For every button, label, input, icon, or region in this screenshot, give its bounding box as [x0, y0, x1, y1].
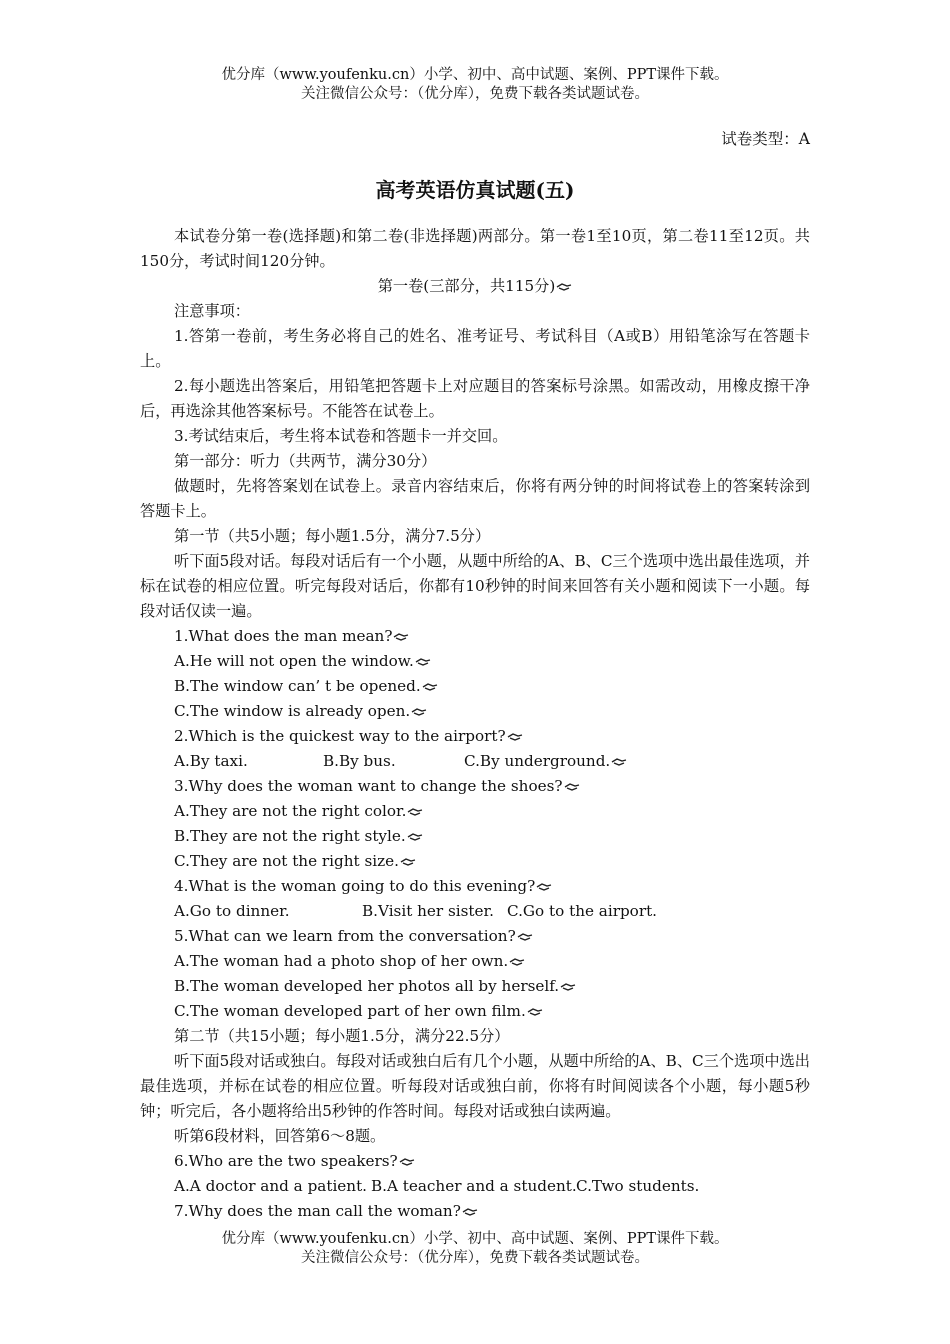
volume-heading: [140, 274, 810, 299]
section2-instruction: 听下面5段对话或独白。每段对话或独白后有几个小题，从题中所给的A、B、C三个选项中选出最佳选项，并标在试卷的相应位置。听每段对话或独白前，你将有时间阅读各个小题，每小题5秒钟；听完后，各小题将给出5秒钟的作答时间。每段对话或独白读两遍。: [140, 1052, 810, 1120]
part1-instruction: 做题时，先将答案划在试卷上。录音内容结束后，你将有两分钟的时间将试卷上的答案转涂到答题卡上。: [140, 477, 810, 520]
question-4-option-b: B.Visit her sister.: [362, 902, 494, 920]
question-4-option-a: A.Go to dinner.: [174, 902, 290, 920]
note-item: 1.答第一卷前，考生务必将自己的姓名、准考证号、考试科目（A或B）用铅笔涂写在答题卡上。: [140, 327, 810, 370]
paragraph-mark-icon: [517, 932, 533, 942]
document-body: [140, 224, 810, 1224]
paragraph-mark-icon: [407, 832, 423, 842]
question-5-option-a: A.The woman had a photo shop of her own.: [140, 949, 810, 974]
volume-heading-text: 第一卷(三部分，共115分): [377, 277, 556, 295]
question-3-option-b: B.They are not the right style.: [140, 824, 810, 849]
question-4-option-c: C.Go to the airport.: [507, 902, 658, 920]
question-7-stem: 7.Why does the man call the woman?: [140, 1199, 810, 1224]
intro-paragraph: 本试卷分第一卷(选择题)和第二卷(非选择题)两部分。第一卷1至10页，第二卷11至12页。共150分，考试时间120分钟。: [140, 227, 810, 270]
question-5-option-b: B.The woman developed her photos all by herself.: [140, 974, 810, 999]
part1-heading: 第一部分：听力（共两节，满分30分）: [174, 452, 437, 470]
question-3-option-c: C.They are not the right size.: [140, 849, 810, 874]
paragraph-mark-icon: [400, 857, 416, 867]
notes-heading: 注意事项：: [174, 302, 250, 320]
paper-type: 试卷类型：A: [721, 130, 810, 148]
question-2-option-a: A.By taxi.: [174, 752, 248, 770]
note-item: 3.考试结束后，考生将本试卷和答题卡一并交回。: [174, 427, 508, 445]
page-title: 高考英语仿真试题(五): [375, 178, 575, 202]
paragraph-mark-icon: [509, 957, 525, 967]
question-6-option-c: C.Two students.: [576, 1177, 700, 1195]
page-header: [0, 66, 950, 104]
question-3-stem: 3.Why does the woman want to change the shoes?: [140, 774, 810, 799]
section2-heading: 第二节（共15小题；每小题1.5分，满分22.5分）: [174, 1027, 510, 1045]
paragraph-mark-icon: [536, 882, 552, 892]
question-2-option-c: C.By underground.: [464, 752, 611, 770]
question-6-stem: 6.Who are the two speakers?: [140, 1149, 810, 1174]
question-4-options: [140, 899, 810, 924]
section1-instruction: 听下面5段对话。每段对话后有一个小题，从题中所给的A、B、C三个选项中选出最佳选项，并标在试卷的相应位置。听完每段对话后，你都有10秒钟的时间来回答有关小题和阅读下一小题。每段对话仅读一遍。: [140, 552, 810, 620]
question-3-option-a: A.They are not the right color.: [140, 799, 810, 824]
paragraph-mark-icon: [462, 1207, 478, 1217]
question-1-option-c: C.The window is already open.: [140, 699, 810, 724]
note-item: 2.每小题选出答案后，用铅笔把答题卡上对应题目的答案标号涂黑。如需改动，用橡皮擦干净后，再选涂其他答案标号。不能答在试卷上。: [140, 377, 810, 420]
page-footer: [0, 1230, 950, 1268]
footer-line-1: 优分库（www.youfenku.cn）小学、初中、高中试题、案例、PPT课件下载。: [221, 1231, 729, 1247]
paragraph-mark-icon: [611, 757, 627, 767]
footer-line-2: 关注微信公众号：（优分库），免费下载各类试题试卷。: [301, 1250, 649, 1266]
section1-heading: 第一节（共5小题；每小题1.5分，满分7.5分）: [174, 527, 491, 545]
question-6-options: [140, 1174, 810, 1199]
paragraph-mark-icon: [560, 982, 576, 992]
question-2-options: [140, 749, 810, 774]
paragraph-mark-icon: [393, 632, 409, 642]
question-5-stem: 5.What can we learn from the conversation?: [140, 924, 810, 949]
header-line-2: 关注微信公众号：（优分库），免费下载各类试题试卷。: [301, 86, 649, 102]
paragraph-mark-icon: [564, 782, 580, 792]
question-6-option-b: B.A teacher and a student.: [371, 1177, 577, 1195]
paragraph-mark-icon: [527, 1007, 543, 1017]
paragraph-mark-icon: [556, 282, 572, 292]
question-5-option-c: C.The woman developed part of her own film.: [140, 999, 810, 1024]
paragraph-mark-icon: [411, 707, 427, 717]
paragraph-mark-icon: [422, 682, 438, 692]
paragraph-mark-icon: [407, 807, 423, 817]
material-6-heading: 听第6段材料，回答第6～8题。: [174, 1127, 386, 1145]
paragraph-mark-icon: [399, 1157, 415, 1167]
paragraph-mark-icon: [507, 732, 523, 742]
question-1-option-a: A.He will not open the window.: [140, 649, 810, 674]
question-2-stem: 2.Which is the quickest way to the airport?: [140, 724, 810, 749]
question-1-stem: 1.What does the man mean?: [140, 624, 810, 649]
question-2-option-b: B.By bus.: [323, 752, 396, 770]
question-4-stem: 4.What is the woman going to do this evening?: [140, 874, 810, 899]
question-1-option-b: B.The window can’ t be opened.: [140, 674, 810, 699]
question-6-option-a: A.A doctor and a patient.: [174, 1177, 368, 1195]
paragraph-mark-icon: [415, 657, 431, 667]
header-line-1: 优分库（www.youfenku.cn）小学、初中、高中试题、案例、PPT课件下载。: [221, 67, 729, 83]
